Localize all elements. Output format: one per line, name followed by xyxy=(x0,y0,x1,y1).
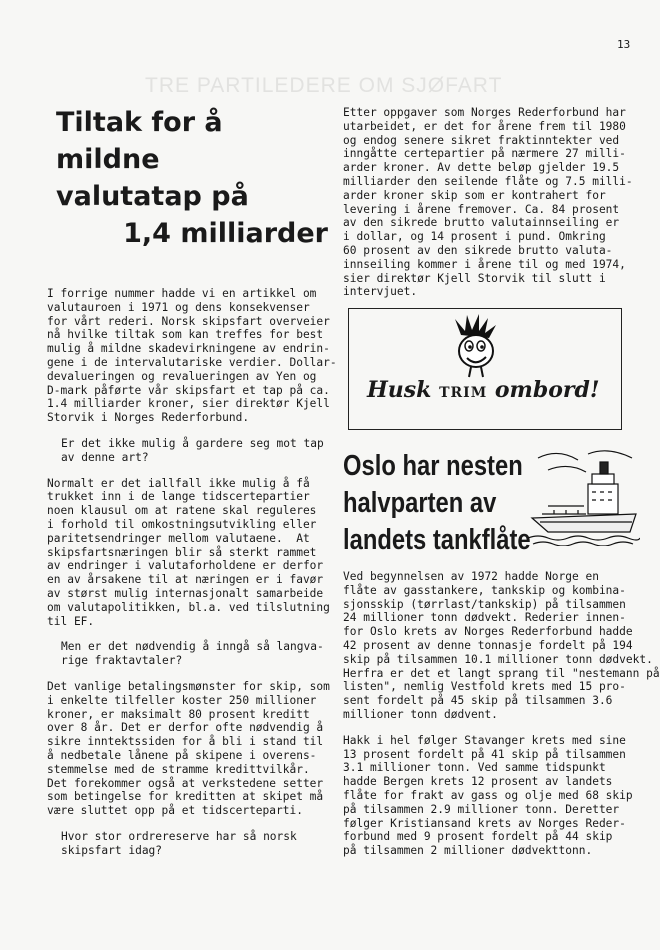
body-paragraph: I forrige nummer hadde vi en artikkel om valutauroen i 1971 og dens konsekvenser for vårt rederi. Norsk skipsfart overveier nå hvilke tiltak som kan treffes for best mulig å mildne skadevirkningene av endrin- gene i de intervalutariske verdier. Dollar- devalueringen og revalueringen av Yen og D-mark påførte vår skipsfart et tap på ca. 1.4 milliarder kroner, sier direktør Kjell Storvik i Norges Rederforbund. xyxy=(47,287,337,425)
article1-body xyxy=(47,287,337,869)
article1-headline xyxy=(56,104,336,252)
body-paragraph: Det vanlige betalingsmønster for skip, som i enkelte tilfeller koster 250 millioner kroner, er maksimalt 80 prosent kreditt over 8 år. Det er derfor ofte nødvendig å sikre inntektssiden for å bli i stand til å nedbetale lånene på skipene i overens- stemmelse med de stramme kredittvilkår. Det forekommer også at verkstedene setter som betingelse for kreditten at skipet må være sluttet opp på et tidscerteparti. xyxy=(47,679,330,818)
headline-line: mildne xyxy=(56,144,160,175)
headline-line: Tiltak for å xyxy=(56,107,223,138)
tanker-ship-illustration xyxy=(528,448,640,546)
interview-question: Er det ikke mulig å gardere seg mot tap av denne art? xyxy=(61,436,324,464)
body-paragraph: Normalt er det iallfall ikke mulig å få trukket inn i de lange tidscertepartier noen klausul om at ratene skal reguleres i forhold til omkostningsutvikling eller paritetsendringer mellom valutaene. At skipsfartsnæringen blir så sterkt rammet av endringer i valutaforholdene er derfor en av årsakene til at næringen er i favør av størst mulig internasjonalt samarbeide om valutapolitikken, bl.a. ved tilslutning til EF. xyxy=(47,476,330,628)
trim-ad-box xyxy=(348,308,622,430)
headline-line: valutatap på xyxy=(56,181,249,212)
headline-line: 1,4 milliarder xyxy=(123,218,328,249)
body-paragraph: Ved begynnelsen av 1972 hadde Norge en flåte av gasstankere, tankskip og kombina- sjonsskip (tørrlast/tankskip) på tilsammen 24 millioner tonn dødvekt. Rederier innen- for Oslo krets av Norges Rederforbund hadde 42 prosent av denne tonnasje fordelt på 194 skip på tilsammen 10.1 millioner tonn dødvekt. Herfra er det et langt sprang til "nestemann på listen", nemlig Vestfold krets med 15 pro- sent fordelt på 45 skip på tilsammen 3.6 millioner tonn dødvent. xyxy=(343,570,660,721)
body-paragraph: Etter oppgaver som Norges Rederforbund har utarbeidet, er det for årene frem til 1980 og endog senere sikret fraktinntekter ved inngåtte certepartier på nærmere 27 milli- arder kroner. Av dette beløp gjelder 19.5 milliarder den seilende flåte og 7.5 milli- arder kroner skip som er kontrahert for levering i årene fremover. Ca. 84 prosent av den sikrede brutto valutainnseiling er i dollar, og 14 prosent i pund. Omkring 60 prosent av den sikrede brutto valuta- innseiling kommer i årene til og med 1974, sier direktør Kjell Storvik til slutt i intervjuet. xyxy=(343,106,633,299)
article2-headline xyxy=(343,448,531,559)
headline-line: halvparten av xyxy=(343,487,497,519)
interview-question: Men er det nødvendig å inngå så langva- rige fraktavtaler? xyxy=(61,640,324,668)
trim-slogan xyxy=(367,377,600,403)
headline-line: Oslo har nesten xyxy=(343,450,523,482)
trim-prefix: Husk xyxy=(367,377,432,403)
article2-body xyxy=(343,570,660,870)
ghost-heading: TRE PARTILEDERE OM SJØFART xyxy=(145,74,503,97)
trim-mascot-icon xyxy=(441,313,511,379)
trim-suffix: ombord! xyxy=(494,377,600,403)
interview-question: Hvor stor ordrereserve har så norsk skipsfart idag? xyxy=(61,829,297,857)
article1-continuation xyxy=(343,106,638,311)
page-number: 13 xyxy=(617,38,631,51)
trim-word: TRIM xyxy=(439,385,488,401)
body-paragraph: Hakk i hel følger Stavanger krets med sine 13 prosent fordelt på 41 skip på tilsammen 3.1 millioner tonn. Ved samme tidspunkt hadde Bergen krets 12 prosent av landets flåte for frakt av gass og olje med 68 skip på tilsammen 2.9 millioner tonn. Deretter følger Kristiansand krets av Norges Reder- forbund med 9 prosent fordelt på 44 skip på tilsammen 2 millioner dødvekttonn. xyxy=(343,733,633,858)
headline-line: landets tankflåte xyxy=(343,524,531,556)
